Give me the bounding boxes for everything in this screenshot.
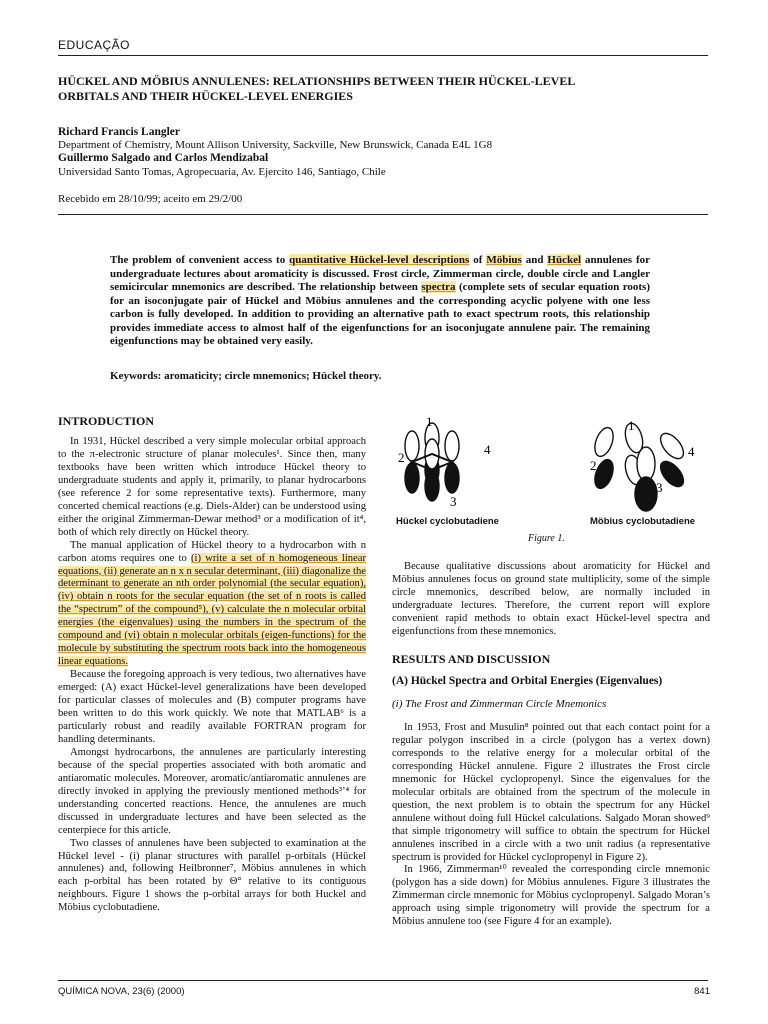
atom-label: 4	[484, 442, 491, 457]
figure-caption-huckel: Hückel cyclobutadiene	[396, 516, 499, 527]
right-paragraph-2: In 1953, Frost and Musulin⁸ pointed out that each contact point for a regular polygon inscribed in a circle (polygon has a vertex down) corresponds to the relative energy for a molecular orbital of the corresponding Hückel annulene. Figure 2 illustrates the Frost circle mnemonic for Hückel cyclopropenyl. Since the eigenvalues for the molecular orbitals are obtained from the spectrum of the molecule in question, the next problem is to obtain the spectrum for any Hückel annulene without doing full Hückel calculations. Salgado Moran showed⁹ that simple trigonometry will suffice to obtain the spectrum for Hückel annulenes inscribed in a circle with a two unit radius (a representative spectrum is provided for Hückel cyclopropenyl in Figure 2).	[392, 722, 710, 863]
atom-label: 3	[656, 480, 663, 495]
abstract-text-4: annulenes for undergraduate lectures about aromaticity is discussed. Frost circle, Zimmerman circle, double circle and Langler semicircular mnemonics are described. The relationship between	[110, 254, 650, 293]
affiliation-2: Universidad Santo Tomas, Agropecuaria, Av. Ejercito 146, Santiago, Chile	[58, 166, 386, 178]
figure-caption-mobius: Möbius cyclobutadiene	[590, 516, 696, 527]
p-orbital-lobe	[445, 431, 459, 461]
highlight-4: spectra	[421, 281, 456, 293]
keywords: Keywords: aromaticity; circle mnemonics; Hückel theory.	[110, 370, 382, 382]
right-paragraph-3: In 1966, Zimmerman¹⁰ revealed the corresponding circle mnemonic (polygon has a side down) for Möbius annulenes. Figure 3 illustrates the Zimmerman circle mnemonic for Möbius cyclopropenyl. Salgado Moran’s approach using simple trigonometry will provide the spectrum for a Möbius annulene too (see Figure 4 for an example).	[392, 864, 710, 928]
highlight-1: quantitative Hückel-level descriptions	[289, 254, 470, 266]
author-1: Richard Francis Langler	[58, 126, 181, 138]
header-rule	[58, 55, 708, 56]
received-dates: Recebido em 28/10/99; aceito em 29/2/00	[58, 193, 243, 205]
figure-1-diagram	[382, 410, 712, 518]
section-label: EDUCAÇÃO	[58, 38, 131, 52]
mobius-cyclobutadiene-drawing	[591, 421, 687, 511]
title-line-1: HÜCKEL AND MÖBIUS ANNULENES: RELATIONSHIPS BETWEEN THEIR HÜCKEL-LEVEL	[58, 74, 576, 88]
atom-label: 1	[628, 418, 635, 433]
atom-label: 2	[398, 450, 405, 465]
intro-paragraph-2-text: The manual application of Hückel theory to a hydrocarbon with n carbon atoms requires one to	[58, 539, 366, 564]
huckel-cyclobutadiene-drawing	[405, 423, 459, 501]
left-column	[58, 436, 366, 976]
footer-rule	[58, 980, 708, 981]
abstract-text-2: of	[469, 254, 487, 266]
author-2: Guillermo Salgado and Carlos Mendizabal	[58, 152, 269, 164]
p-orbital-lobe	[637, 447, 655, 481]
page-number: 841	[694, 986, 710, 997]
subsubsection-heading: (i) The Frost and Zimmerman Circle Mnemonics	[392, 698, 607, 710]
p-orbital-lobe	[425, 471, 439, 501]
right-paragraph-1-text: Because qualitative discussions about aromaticity for Hückel and Möbius annulenes focus on ground state multiplicity, some of the simple circle mnemonics, described below, are normally included in undergraduate lectures. Therefore, the current report will explore convenient rapid methods to obtain exact Hückel-level spectra and eigenfunctions from these mnemonics.	[392, 561, 710, 637]
p-orbital-lobe	[405, 463, 419, 493]
intro-paragraph-4: Amongst hydrocarbons, the annulenes are particularly interesting because of the special properties associated with both aromatic and antiaromatic molecules. Moreover, aromatic/antiaromatic annulenes are directly invoked in applying the previously mentioned methods³ʼ⁴ for understanding concerted reactions. Hence, the annulenes are much discussed in undergraduate lectures and have been selected as the centerpiece for this article.	[58, 746, 366, 836]
highlight-3: Hückel	[547, 254, 582, 266]
subsection-heading: (A) Hückel Spectra and Orbital Energies (Eigenvalues)	[392, 675, 663, 687]
abstract-text-5: (complete sets of secular equation roots) for an isoconjugate pair of Hückel and Möbius annulenes and the corresponding acyclic polyene with one less carbon is fully developed. In addition to providing an alternative path to exact spectrum roots, this relationship provides immediate access to almost half of the eigenfunctions for an isoconjugate annulene pair. The remaining eigenfunctions may be obtained very easily.	[110, 281, 650, 347]
abstract-text-1: The problem of convenient access to	[110, 254, 290, 266]
paper-title	[58, 74, 708, 104]
intro-paragraph-1: In 1931, Hückel described a very simple molecular orbital approach to the π-electronic structure of planar molecules¹. Since then, many textbooks have been written which introduce Hückel theory to undergraduate students and apply it, primarily, to planar hydrocarbons (see reference 2 for some representative texts). Furthermore, many concerted chemical reactions (e.g. Diels-Alder) can be understood using either the original Zimmerman-Dewar method³ or a modification of it⁴, both of which rely directly on Hückel theory.	[58, 436, 366, 538]
journal-citation: QUÍMICA NOVA, 23(6) (2000)	[58, 986, 185, 997]
atom-label: 4	[688, 444, 695, 459]
intro-paragraph-2	[58, 540, 366, 670]
atom-label: 1	[426, 414, 433, 429]
p-orbital-lobe	[656, 429, 688, 462]
introduction-heading: INTRODUCTION	[58, 414, 155, 428]
figure-caption: Figure 1.	[528, 533, 565, 544]
intro-paragraph-5: Two classes of annulenes have been subjected to examination at the Hückel level - (i) planar structures with parallel p-orbitals (Hückel annulenes) and, following Heilbronner⁷, Möbius annulenes in which each p-orbital has been rotated by Θ° relative to its contiguous neighbours. Figure 1 shows the p-orbital arrays for both Huckel and Möbius cyclobutadiene.	[58, 837, 366, 914]
abstract-text-3: and	[521, 254, 548, 266]
p-orbital-lobe	[445, 463, 459, 493]
p-orbital-lobe	[635, 477, 657, 511]
title-rule	[58, 214, 708, 215]
affiliation-1: Department of Chemistry, Mount Allison University, Sackville, New Brunswick, Canada E4L 1G8	[58, 139, 493, 151]
atom-label: 3	[450, 494, 457, 509]
intro-highlight: (i) write a set of n homogeneous linear equations, (ii) generate an n x n secular determinant, (iii) diagonalize the determinant to generate an nth order polynomial (the secular equation), (iv) obtain n roots for the secular equation (the set of n roots is called the “spectrum” of the compound⁵), (v) calculate the n molecular orbital energies (the eigenvalues) using the numbers in the spectrum of the compound and (vi) obtain n molecular orbitals (eigen-functions) for the molecule by substituting the spectrum roots back into the homogeneous linear equations.	[58, 552, 366, 668]
p-orbital-lobe	[591, 425, 616, 459]
p-orbital-lobe	[405, 431, 419, 461]
abstract	[110, 254, 650, 349]
right-paragraph-1	[392, 561, 710, 639]
results-heading: RESULTS AND DISCUSSION	[392, 652, 551, 666]
intro-paragraph-3: Because the foregoing approach is very tedious, two alternatives have emerged: (A) exact Hückel-level generalizations have been developed for particular classes of molecules and (B) computer programs have been written to do this work quickly. We note that MATLAB⁶ is a particularly robust and readily available FORTRAN program for handling determinants.	[58, 669, 366, 745]
title-line-2: ORBITALS AND THEIR HÜCKEL-LEVEL ENERGIES	[58, 89, 353, 103]
highlight-2: Möbius	[486, 254, 522, 266]
right-column-body	[392, 722, 710, 976]
atom-label: 2	[590, 458, 597, 473]
